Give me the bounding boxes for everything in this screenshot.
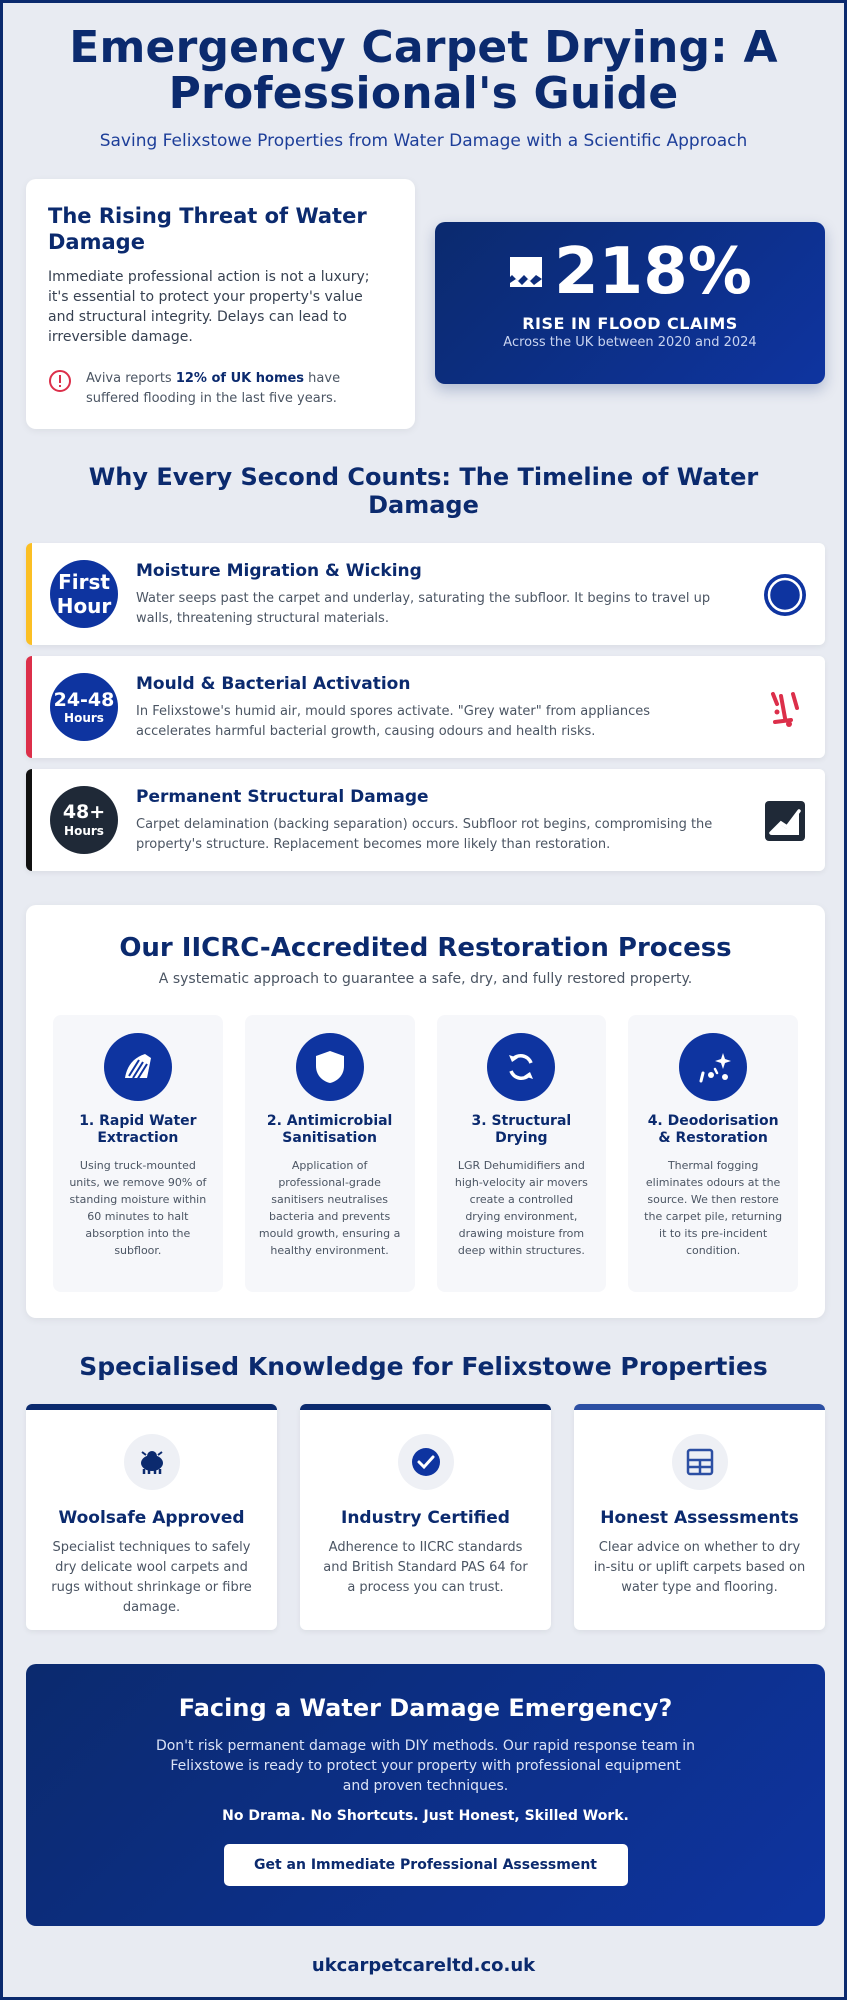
timeline-item-title: Permanent Structural Damage bbox=[136, 787, 429, 807]
note-suffix: have suffered flooding in the last five years. bbox=[86, 371, 341, 406]
process-step bbox=[437, 1015, 607, 1292]
time-badge-bottom: Hour bbox=[56, 594, 112, 618]
process-step bbox=[53, 1015, 223, 1292]
header bbox=[3, 22, 844, 151]
stat-figure bbox=[435, 235, 825, 309]
website-link[interactable]: ukcarpetcareltd.co.uk bbox=[311, 1955, 536, 1976]
timeline-item bbox=[26, 656, 825, 758]
timeline-item-title: Mould & Bacterial Activation bbox=[136, 674, 411, 694]
knowledge-card bbox=[300, 1404, 551, 1630]
step-title: 1. Rapid Water Extraction bbox=[79, 1113, 197, 1146]
process-steps bbox=[53, 1015, 798, 1292]
sparkles-icon bbox=[679, 1033, 747, 1101]
circle-icon bbox=[763, 573, 807, 617]
step-text: Application of professional-grade sanitisers neutralises bacteria and prevents mould growth, ensuring a healthy environment. bbox=[258, 1159, 401, 1257]
process-title: Our IICRC-Accredited Restoration Process bbox=[119, 933, 732, 963]
water-extraction-icon bbox=[104, 1033, 172, 1101]
flood-icon bbox=[508, 255, 544, 289]
note-highlight: 12% of UK homes bbox=[175, 371, 305, 386]
assessment-button[interactable]: Get an Immediate Professional Assessment bbox=[224, 1844, 628, 1886]
timeline-item-text: Carpet delamination (backing separation) occurs. Subfloor rot begins, compromising the property's structure. Replacement becomes more likely than restoration. bbox=[136, 817, 713, 852]
alert-circle-icon bbox=[48, 369, 72, 393]
threat-card bbox=[26, 179, 415, 429]
knowledge-card-text: Clear advice on whether to dry in-situ or uplift carpets based on water type and flooring. bbox=[593, 1540, 806, 1595]
damage-chart-icon bbox=[763, 799, 807, 843]
check-badge-icon bbox=[398, 1434, 454, 1490]
cta-title: Facing a Water Damage Emergency? bbox=[178, 1694, 673, 1722]
step-title: 2. Antimicrobial Sanitisation bbox=[266, 1113, 393, 1146]
time-badge-top: 24-48 bbox=[53, 689, 115, 711]
note-prefix: Aviva reports bbox=[86, 371, 176, 386]
process-section bbox=[26, 905, 825, 1318]
step-text: Using truck-mounted units, we remove 90% of standing moisture within 60 minutes to halt absorption into the subfloor. bbox=[69, 1159, 207, 1257]
knowledge-card-text: Adherence to IICRC standards and British Standard PAS 64 for a process you can trust. bbox=[323, 1540, 528, 1595]
step-text: LGR Dehumidifiers and high-velocity air movers create a controlled drying environment, drawing moisture from deep within structures. bbox=[454, 1159, 588, 1257]
knowledge-card-title: Honest Assessments bbox=[600, 1508, 799, 1528]
timeline-text bbox=[136, 674, 716, 742]
timeline-text bbox=[136, 561, 716, 629]
knowledge-card-title: Industry Certified bbox=[341, 1508, 510, 1528]
process-subtitle: A systematic approach to guarantee a safe, dry, and fully restored property. bbox=[158, 971, 693, 987]
timeline-text bbox=[136, 787, 716, 855]
flood-claims-stat bbox=[435, 222, 825, 384]
knowledge-card-text: Specialist techniques to safely dry delicate wool carpets and rugs without shrinkage or fibre damage. bbox=[51, 1540, 252, 1615]
timeline-item bbox=[26, 769, 825, 871]
time-badge-bottom: Hours bbox=[64, 824, 104, 838]
cta-tagline: No Drama. No Shortcuts. Just Honest, Skilled Work. bbox=[222, 1808, 629, 1824]
timeline-item-title: Moisture Migration & Wicking bbox=[136, 561, 422, 581]
page-title: Emergency Carpet Drying: A Professional's Guide bbox=[69, 22, 778, 119]
time-badge bbox=[50, 560, 118, 628]
knowledge-title: Specialised Knowledge for Felixstowe Properties bbox=[79, 1352, 768, 1381]
timeline-item bbox=[26, 543, 825, 645]
cta-section bbox=[26, 1664, 825, 1926]
stat-caption: Across the UK between 2020 and 2024 bbox=[503, 335, 757, 350]
step-title: 3. Structural Drying bbox=[471, 1113, 572, 1146]
threat-title: The Rising Threat of Water Damage bbox=[48, 204, 367, 254]
shield-icon bbox=[296, 1033, 364, 1101]
time-badge bbox=[50, 786, 118, 854]
knowledge-card bbox=[26, 1404, 277, 1630]
timeline-item-text: In Felixstowe's humid air, mould spores activate. "Grey water" from appliances accelerates harmful bacterial growth, causing odours and health risks. bbox=[136, 704, 651, 739]
timeline-title bbox=[3, 463, 844, 519]
threat-note-text bbox=[86, 369, 393, 409]
knowledge-card-title: Woolsafe Approved bbox=[58, 1508, 245, 1528]
page-subtitle: Saving Felixstowe Properties from Water Damage with a Scientific Approach bbox=[99, 131, 748, 151]
time-badge-top: First bbox=[58, 570, 110, 594]
sync-icon bbox=[487, 1033, 555, 1101]
time-badge bbox=[50, 673, 118, 741]
knowledge-card bbox=[574, 1404, 825, 1630]
process-step bbox=[245, 1015, 415, 1292]
timeline-title-text: Why Every Second Counts: The Timeline of Water Damage bbox=[88, 463, 759, 519]
step-text: Thermal fogging eliminates odours at the source. We then restore the carpet pile, returning it to its pre-incident condition. bbox=[644, 1159, 783, 1257]
time-badge-top: 48+ bbox=[62, 801, 106, 823]
process-step bbox=[628, 1015, 798, 1292]
stat-label: RISE IN FLOOD CLAIMS bbox=[522, 314, 738, 333]
stat-value: 218% bbox=[554, 235, 752, 309]
grid-icon bbox=[672, 1434, 728, 1490]
cta-body: Don't risk permanent damage with DIY methods. Our rapid response team in Felixstowe is ready to protect your property with professional equipment and proven techniques. bbox=[155, 1738, 696, 1794]
threat-note bbox=[48, 369, 393, 409]
time-badge-bottom: Hours bbox=[64, 711, 104, 725]
threat-body: Immediate professional action is not a luxury; it's essential to protect your property's value and structural integrity. Delays can lead to irreversible damage. bbox=[48, 269, 370, 345]
step-title: 4. Deodorisation & Restoration bbox=[647, 1113, 779, 1146]
sheep-icon bbox=[124, 1434, 180, 1490]
timeline-item-text: Water seeps past the carpet and underlay, saturating the subfloor. It begins to travel up walls, threatening structural materials. bbox=[136, 591, 711, 626]
bacteria-icon bbox=[763, 686, 807, 730]
